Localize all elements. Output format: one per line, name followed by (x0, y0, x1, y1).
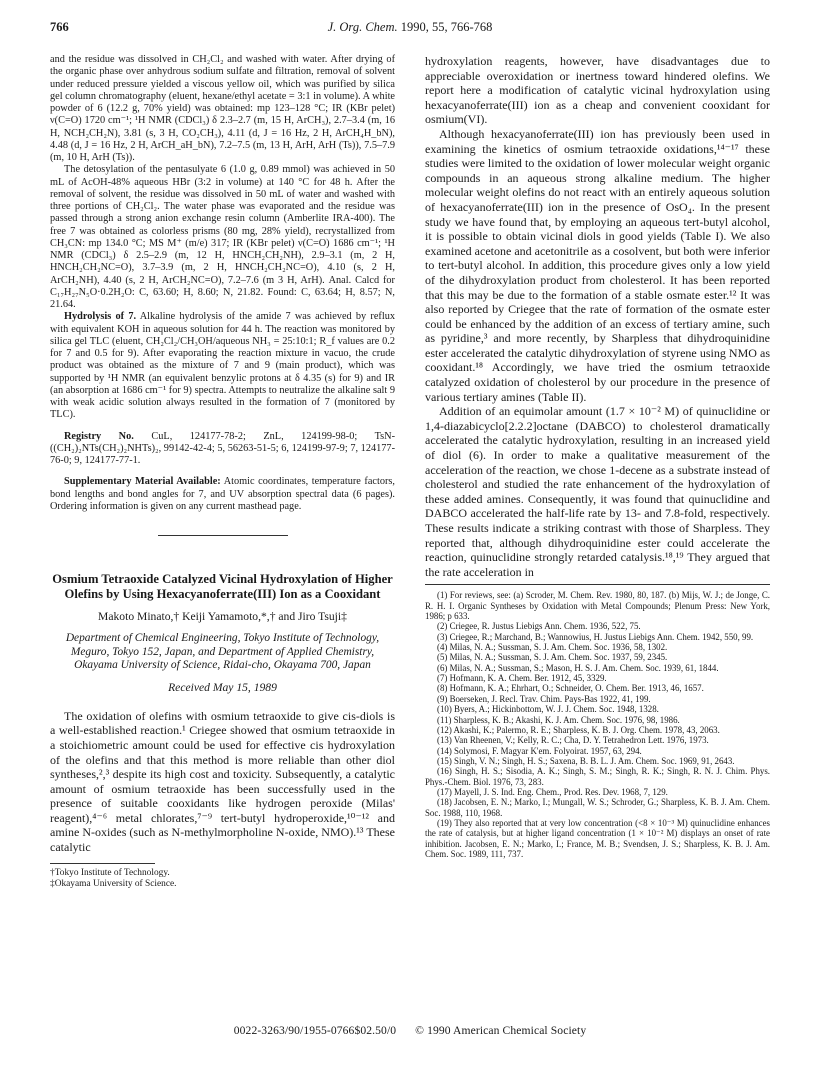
left-column (50, 54, 395, 890)
hydrolysis-paragraph (50, 311, 395, 421)
footnote-divider (50, 863, 155, 864)
article-affiliation: Department of Chemical Engineering, Tokyo Institute of Technology, Meguro, Tokyo 152, Japan, and Department of Applied Chemistry, Okayama University of Science, Ridai-cho, Okayama 700, Japan (65, 632, 380, 672)
body-paragraph: Addition of an equimolar amount (1.7 × 10⁻² M) of quinuclidine or 1,4-diazabicyclo[2.2.2]octane (DABCO) to cholesterol dramatically accelerated the catalytic hydroxylation, resulting in an increased yield of diol (6). In order to make a qualitative measurement of the acceleration of the reaction, we chose 1-decene as a substrate instead of cholesterol and studied the rate enhancement of the hydroxylation of these added amines. Consequently, it was found that quinuclidine and DABCO accelerated the half-life rate by 13- and 7.8-fold, respectively. These results indicate a striking contrast with those of Sharpless. They reported that, although dihydroquinidine ester could accelerate the reaction, quinuclidine strongly retarded catalysis.¹⁸,¹⁹ They argued that the rate acceleration in (425, 404, 770, 579)
received-date: Received May 15, 1989 (168, 681, 277, 695)
article-authors: Makoto Minato,† Keiji Yamamoto,*,† and Jiro Tsuji‡ (98, 610, 347, 623)
reference-item: (13) Van Rheenen, V.; Kelly, R. C.; Cha, D. Y. Tetrahedron Lett. 1976, 1973. (437, 735, 709, 746)
running-head (50, 20, 770, 38)
registry-text: CuL, 124177-78-2; ZnL, 124199-98-0; TsN-((CH₂)₂NTs(CH₂)₂NHTs)₂, 99142-42-4; 5, 56263-51-5; 6, 124199-97-9; 7, 124177-76-0; 9, 124177-77-1. (50, 430, 396, 466)
references-list (425, 590, 770, 859)
hydrolysis-heading: Hydrolysis of 7. (64, 311, 137, 323)
reference-item: (16) Singh, H. S.; Sisodia, A. K.; Singh, S. M.; Singh, R. K.; Singh, R. N. J. Chim. Phys. Phys.-Chem. Biol. 1976, 73, 283. (425, 766, 770, 787)
page-footer (0, 1024, 820, 1037)
reference-item: (10) Byers, A.; Hickinbottom, W. J. J. Chem. Soc. 1948, 1328. (437, 704, 659, 715)
intro-paragraph: The oxidation of olefins with osmium tetraoxide to give cis-diols is a well-established reaction.¹ Criegee showed that osmium tetraoxide in a stoichiometric amount could be used for effective cis hydroxylation of the olefins and that this method is more reliable than other diol syntheses,²,³ despite its high cost and toxicity. Subsequently, a catalytic amount of osmium tetraoxide has been successfully used in the presence of suitable cooxidants like hydrogen peroxide (Milas' reagent),⁴⁻⁶ metal chlorates,⁷⁻⁹ tert-butyl hydroperoxide,¹⁰⁻¹² and amine N-oxides (such as N-methylmorpholine N-oxide, NMO).¹³ These catalytic (50, 708, 395, 855)
reference-item: (17) Mayell, J. S. Ind. Eng. Chem., Prod. Res. Dev. 1968, 7, 129. (437, 786, 668, 797)
article-code: 0022-3263/90/1955-0766$02.50/0 (233, 1024, 397, 1037)
reference-item: (5) Milas, N. A.; Sussman, S. J. Am. Chem. Soc. 1937, 59, 2345. (437, 652, 668, 663)
supplementary-heading: Supplementary Material Available: (64, 476, 221, 488)
body-paragraph: Although hexacyanoferrate(III) ion has previously been used in examining the kinetics of osmium tetraoxide oxidations,¹⁴⁻¹⁷ these studies were limited to the oxidation of lower molecular weight organic compounds in an aqueous strong alkaline medium. The higher molecular weight olefins do not react with an entirely aqueous solution of hexacyanoferrate(III) ion in the presence of OsO₄. In the present study we have found that, by employing an aqueous tert-butyl alcohol, it is possible to obtain vicinal diols in good yields (Table I). We also examined acetone and acetonitrile as a cosolvent, but both were inferior to tert-butyl alcohol. In addition, this procedure gives only a low yield of the dihydroxylation product from cholesterol. It has been reported that this may be due to the formation of a stable osmate ester.¹² It was also reported by Criegee that the rate of formation of the osmate ester could be enhanced by the addition of an excess of tertiary amine, such as pyridine,³ and more recently, by Sharpless that dihydroquinidine ester accelerated the catalytic dihydroxylation of styrene using NMO as cooxidant.¹⁸ Accordingly, we have tried the osmium tetraoxide catalyzed oxidation of cholesterol by our procedure in the presence of various tertiary amines (Table II). (425, 126, 770, 404)
affiliation-footnote: ‡Okayama University of Science. (50, 878, 177, 889)
supplementary-paragraph (50, 476, 395, 513)
reference-item: (11) Sharpless, K. B.; Akashi, K. J. Am. Chem. Soc. 1976, 98, 1986. (437, 714, 680, 725)
journal-citation (50, 20, 770, 35)
reference-item: (15) Singh, V. N.; Singh, H. S.; Saxena, B. B. L. J. Am. Chem. Soc. 1969, 91, 2643. (437, 755, 735, 766)
reference-item: (3) Criegee, R.; Marchand, B.; Wannowius, H. Justus Liebigs Ann. Chem. 1942, 550, 99. (437, 631, 754, 642)
detosylation-paragraph: The detosylation of the pentasulyate 6 (1.0 g, 0.89 mmol) was achieved in 50 mL of AcOH-48% aqueous HBr (3:2 in volume) at 140 °C for 48 h. After the removal of solvent, the residue was dissolved in 50 mL of water and washed with three portions of CH₂Cl₂. The water phase was evaporated and the residue was passed through a strong anion exchange resin column (Amberlite IRA-400). The free 7 was obtained as colorless prisms (80 mg, 28% yield), recrystallized from CH₃CN: mp 134.0 °C; MS M⁺ (m/e) 317; IR (KBr pelet) ν(C=O) 1686 cm⁻¹; ¹H NMR (CDCl₃) δ 2.5–2.9 (m, 12 H, HNCH₂CH₂NH), 2.9–3.1 (m, 2 H, HNCH₂CH₂NC=O), 3.7–3.9 (m, 2 H, HNCH₂CH₂NC=O), 4.10 (s, 2 H, ArCH₂NH), 4.40 (s, 2 H, ArCH₂NC=O), 7.2–7.6 (m 3 H, ArH). Anal. Calcd for C₁₇H₂₇N₅O·0.2H₂O: C, 63.60; H, 8.60; N, 21.82. Found: C, 63.64; H, 8.57; N, 21.64. (50, 164, 395, 310)
section-divider (158, 535, 288, 536)
registry-paragraph (50, 431, 395, 468)
right-column (425, 54, 770, 859)
reference-item: (18) Jacobsen, E. N.; Marko, I.; Mungall, W. S.; Schroder, G.; Sharpless, K. B. J. Am. Chem. Soc. 1988, 110, 1968. (425, 797, 770, 818)
reference-item: (4) Milas, N. A.; Sussman, S. J. Am. Chem. Soc. 1936, 58, 1302. (437, 642, 668, 653)
supplementary-text: Atomic coordinates, temperature factors, bond lengths and bond angles for 7, and UV absorption spectral data (6 pages). Ordering information is given on any current masthead page. (50, 476, 395, 512)
reference-item: (14) Solymosi, F. Magyar K'em. Folyoirat. 1957, 63, 294. (437, 745, 642, 756)
reference-item: (1) For reviews, see: (a) Scroder, M. Chem. Rev. 1980, 80, 187. (b) Mijs, W. J.; de Jonge, C. R. H. I. Organic Syntheses by Oxidation with Metal Compounds; Plenum Press: New York, 1986; p 633. (425, 590, 770, 622)
registry-heading: Registry No. (64, 430, 134, 442)
reference-item: (7) Hofmann, K. A. Chem. Ber. 1912, 45, 3329. (437, 673, 607, 684)
page-number: 766 (50, 20, 69, 34)
journal-name: J. Org. Chem. (327, 20, 398, 34)
reference-item: (2) Criegee, R. Justus Liebigs Ann. Chem. 1936, 522, 75. (437, 621, 641, 632)
body-continued-paragraph: hydroxylation reagents, however, have disadvantages due to appreciable overoxidation or inertness toward hindered olefins. We report here a modification of catalytic vicinal hydroxylation using hexacyanoferrate(III) ion as a cheap and convenient cooxidant for osmium(VI). (425, 54, 770, 127)
reference-item: (6) Milas, N. A.; Sussman, S.; Mason, H. S. J. Am. Chem. Soc. 1939, 61, 1844. (437, 662, 719, 673)
reference-item: (12) Akashi, K.; Palermo, R. E.; Sharpless, K. B. J. Org. Chem. 1978, 43, 2063. (437, 724, 720, 735)
reference-item: (8) Hofmann, K. A.; Ehrhart, O.; Schneider, O. Chem. Ber. 1913, 46, 1657. (437, 683, 704, 694)
reference-item: (9) Boerseken, J. Recl. Trav. Chim. Pays-Bas 1922, 41, 199. (437, 693, 651, 704)
hydrolysis-text: Alkaline hydrolysis of the amide 7 was achieved by reflux with equivalent KOH in aqueous solution for 44 h. The reaction was monitored by silica gel TLC (eluent, CH₂Cl₂/CH₃OH/aqueous NH₃ = 25:10:1; R_f values are 0.2 for 7 and 0.5 for 9). After evaporating the reaction mixture in vacuo, the crude product was obtained as the mixture of 7 and 9 (main product), which was supported by ¹H NMR (an equivalent benzylic protons at δ 4.35 (s) for 9) and IR (an absorption at 1686 cm⁻¹ for 9) spectra. Attempts to neutralize the alkaline salt 9 with weak acidic solution always resulted in the formation of 7 (monitored by TLC). (50, 311, 395, 421)
journal-volume: 1990, 55, 766-768 (400, 20, 493, 34)
affiliation-footnote: †Tokyo Institute of Technology. (50, 867, 170, 878)
references-divider (425, 584, 770, 585)
experimental-continued-paragraph: and the residue was dissolved in CH₂Cl₂ and washed with water. After drying of the organic phase over anhydrous sodium sulfate and filtration, removal of solvent under reduced pressure yielded a viscous yellow oil, which was purified by silica gel column chromatography (eluent, hexane/ethyl acetate = 3:1 in volume). A white powder of 6 (12.2 g, 70% yield) was obtained: mp 123–128 °C; IR (KBr pelet) ν(C=O) 1720 cm⁻¹; ¹H NMR (CDCl₃) δ 2.3–2.7 (m, 15 H, ArCH₃), 2.7–3.4 (m, 16 H, NCH₂CH₂N), 3.81 (s, 3 H, CO₂CH₃), 4.11 (d, J = 16 Hz, 2 H, ArCH₄H_bN), 4.48 (d, J = 16 Hz, 2 H, ArCH_aH_bN), 7.2–7.5 (m, 13 H, ArH, ArH (Ts)), 7.5–7.9 (m, 10 H, ArH (Ts)). (50, 54, 395, 163)
article-title: Osmium Tetraoxide Catalyzed Vicinal Hydroxylation of Higher Olefins by Using Hexacyanoferrate(III) Ion as a Cooxidant (52, 572, 393, 601)
reference-item: (19) They also reported that at very low concentration (<8 × 10⁻³ M) quinuclidine enhances the rate of catalysis, but at higher ligand concentration (1 × 10⁻² M) displays an onset of rate inhibition. Jacobsen, E. N.; Marko, I.; France, M. B.; Svendsen, J. S.; Sharpless, K. B. J. Am. Chem. Soc. 1989, 111, 737. (425, 817, 770, 859)
copyright-notice: © 1990 American Chemical Society (415, 1024, 587, 1037)
